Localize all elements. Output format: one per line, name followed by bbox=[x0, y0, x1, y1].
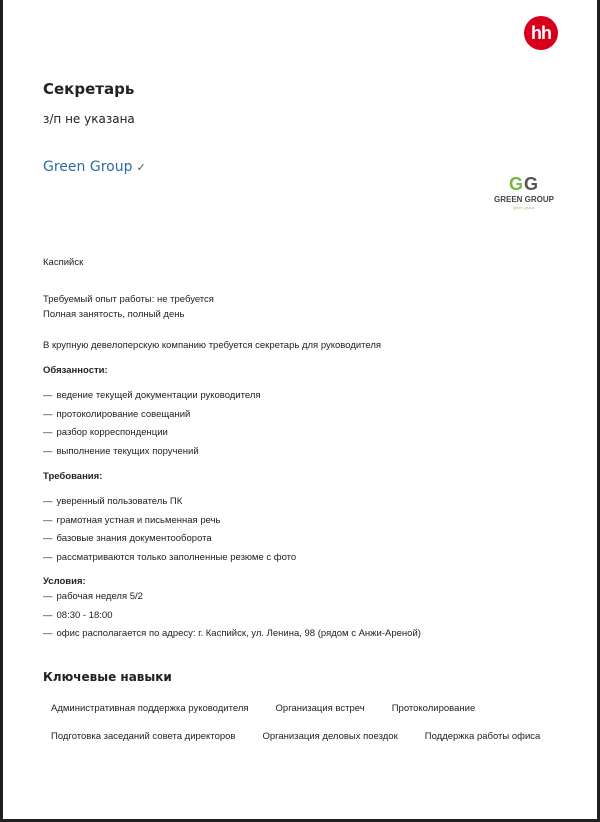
vacancy-salary: з/п не указана bbox=[43, 112, 135, 126]
conditions-list bbox=[43, 588, 421, 644]
company-link[interactable] bbox=[43, 159, 146, 175]
vacancy-conditions-summary bbox=[43, 292, 214, 322]
list-item: — протоколирование совещаний bbox=[43, 408, 191, 420]
list-item: — офис располагается по адресу: г. Каспийск, ул. Ленина, 98 (рядом с Анжи-Ареной) bbox=[43, 628, 421, 639]
company-logo-mark: GG bbox=[508, 174, 540, 194]
experience-text: Требуемый опыт работы: не требуется bbox=[43, 294, 214, 305]
list-item: — разбор корреспонденции bbox=[43, 427, 168, 438]
company-logo-name: GREEN GROUP bbox=[493, 195, 554, 204]
skill-tag: Протоколирование bbox=[384, 699, 484, 718]
vacancy-title: Секретарь bbox=[43, 80, 135, 98]
list-item: — ведение текущей документации руководителя bbox=[43, 390, 261, 401]
list-item: — грамотная устная и письменная речь bbox=[43, 514, 221, 526]
requirements-list bbox=[43, 493, 296, 567]
conditions-title: Условия: bbox=[43, 576, 86, 587]
list-item: — рассматриваются только заполненные резюме с фото bbox=[43, 551, 297, 563]
list-item: — 08:30 - 18:00 bbox=[43, 609, 113, 621]
key-skills-title: Ключевые навыки bbox=[43, 670, 172, 684]
company-logo bbox=[491, 175, 557, 210]
list-item: — выполнение текущих поручений bbox=[43, 445, 199, 457]
list-item: — уверенный пользователь ПК bbox=[43, 496, 183, 507]
skill-tag: Подготовка заседаний совета директоров bbox=[43, 727, 243, 746]
skill-tag: Поддержка работы офиса bbox=[417, 727, 549, 746]
skill-tag: Организация деловых поездок bbox=[254, 727, 405, 746]
employment-text: Полная занятость, полный день bbox=[43, 309, 185, 320]
skill-tag: Административная поддержка руководителя bbox=[43, 699, 257, 718]
duties-title: Обязанности: bbox=[43, 365, 108, 376]
list-item: — рабочая неделя 5/2 bbox=[43, 591, 143, 602]
key-skills-list bbox=[43, 699, 573, 755]
duties-list bbox=[43, 387, 261, 461]
skill-tag: Организация встреч bbox=[268, 699, 373, 718]
vacancy-city: Каспийск bbox=[43, 257, 84, 268]
vacancy-page bbox=[3, 0, 597, 819]
verified-check-icon: ✓ bbox=[136, 161, 146, 174]
company-name[interactable]: Green Group bbox=[43, 159, 133, 175]
hh-logo[interactable]: hh bbox=[524, 16, 558, 50]
requirements-title: Требования: bbox=[43, 471, 103, 482]
list-item: — базовые знания документооборота bbox=[43, 533, 212, 544]
vacancy-intro: В крупную девелоперскую компанию требуется секретарь для руководителя bbox=[43, 340, 382, 351]
company-logo-tagline: green group bbox=[513, 205, 535, 210]
